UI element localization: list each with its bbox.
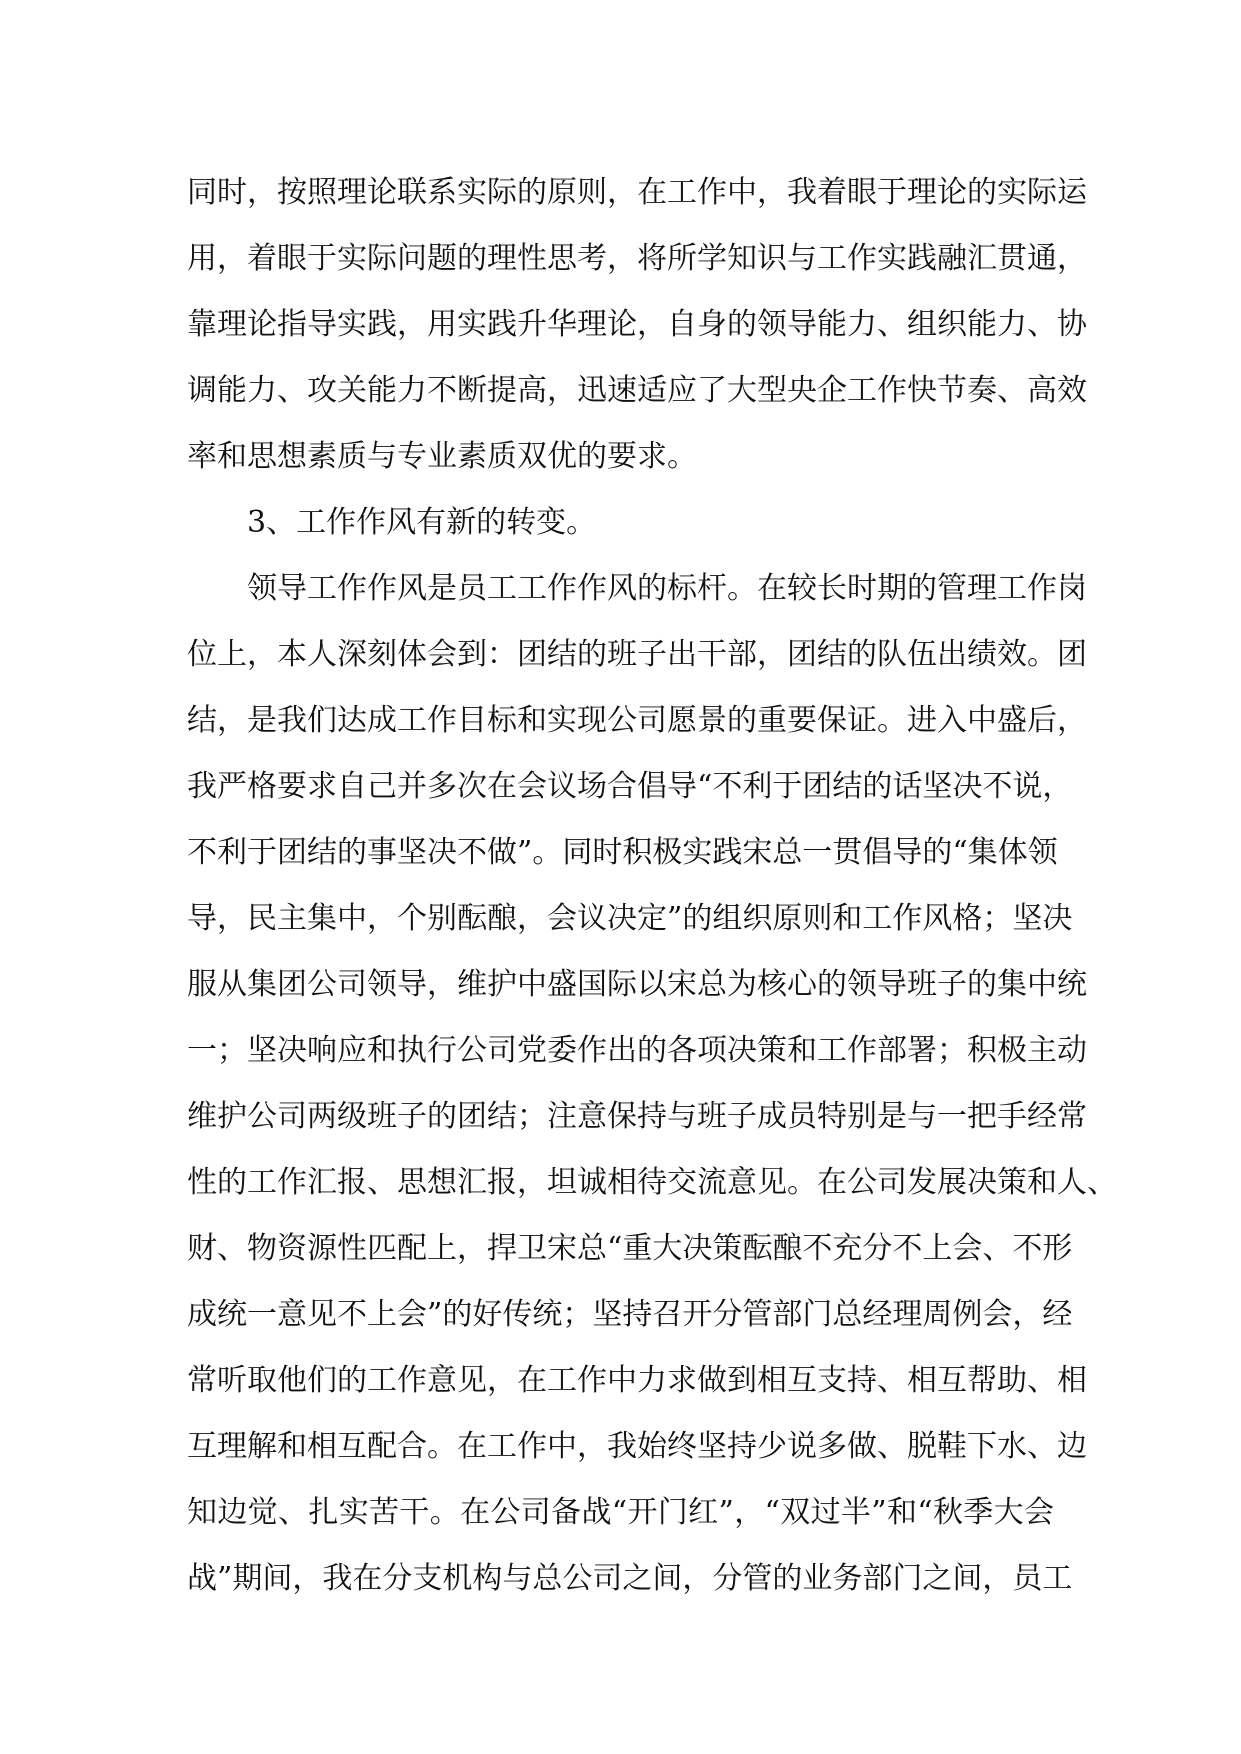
text-line: 我严格要求自己并多次在会议场合倡导“不利于团结的话坚决不说， bbox=[187, 769, 1073, 804]
text-line: 靠理论指导实践，用实践升华理论，自身的领导能力、组织能力、协 bbox=[187, 307, 1087, 342]
text-line: 成统一意见不上会”的好传统；坚持召开分管部门总经理周例会，经 bbox=[187, 1297, 1073, 1332]
text-line: 知边觉、扎实苦干。在公司备战“开门红”，“双过半”和“秋季大会 bbox=[187, 1495, 1054, 1530]
text-line: 性的工作汇报、思想汇报，坦诚相待交流意见。在公司发展决策和人、 bbox=[187, 1165, 1117, 1200]
text-line: 3、工作作风有新的转变。 bbox=[247, 505, 597, 540]
text-line: 一；坚决响应和执行公司党委作出的各项决策和工作部署；积极主动 bbox=[187, 1033, 1087, 1068]
body-text bbox=[187, 160, 1117, 1612]
text-line: 互理解和相互配合。在工作中，我始终坚持少说多做、脱鞋下水、边 bbox=[187, 1429, 1087, 1464]
text-line: 用，着眼于实际问题的理性思考，将所学知识与工作实践融汇贯通， bbox=[187, 241, 1087, 276]
text-line: 位上，本人深刻体会到：团结的班子出干部，团结的队伍出绩效。团 bbox=[187, 637, 1087, 672]
text-line: 不利于团结的事坚决不做”。同时积极实践宋总一贯倡导的“集体领 bbox=[187, 835, 1058, 870]
text-line: 领导工作作风是员工工作作风的标杆。在较长时期的管理工作岗 bbox=[247, 571, 1087, 606]
text-line: 导，民主集中，个别酝酿，会议决定”的组织原则和工作风格；坚决 bbox=[187, 901, 1073, 936]
text-line: 调能力、攻关能力不断提高，迅速适应了大型央企工作快节奏、高效 bbox=[187, 373, 1087, 408]
text-line: 财、物资源性匹配上，捍卫宋总“重大决策酝酿不充分不上会、不形 bbox=[187, 1231, 1073, 1266]
text-line: 维护公司两级班子的团结；注意保持与班子成员特别是与一把手经常 bbox=[187, 1099, 1087, 1134]
text-line: 率和思想素质与专业素质双优的要求。 bbox=[187, 439, 697, 474]
text-line: 战”期间，我在分支机构与总公司之间，分管的业务部门之间，员工 bbox=[187, 1561, 1073, 1596]
text-line: 结，是我们达成工作目标和实现公司愿景的重要保证。进入中盛后， bbox=[187, 703, 1087, 738]
text-line: 常听取他们的工作意见，在工作中力求做到相互支持、相互帮助、相 bbox=[187, 1363, 1087, 1398]
text-line: 同时，按照理论联系实际的原则，在工作中，我着眼于理论的实际运 bbox=[187, 175, 1087, 210]
text-line: 服从集团公司领导，维护中盛国际以宋总为核心的领导班子的集中统 bbox=[187, 967, 1087, 1002]
